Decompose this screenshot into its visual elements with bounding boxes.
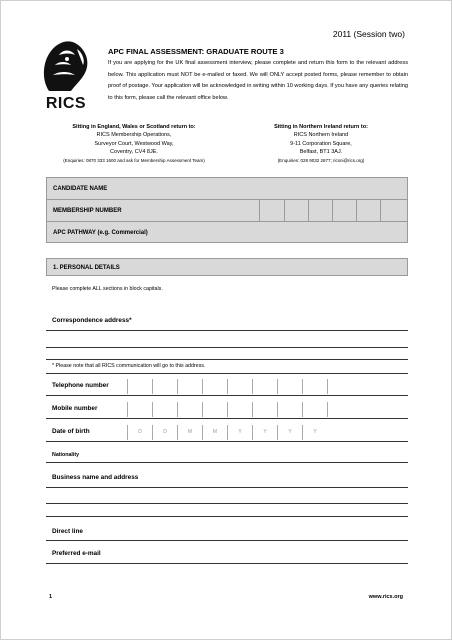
address-line: Surveyor Court, Westwood Way, [94,140,174,147]
address-line: Belfast, BT1 3AJ. [299,149,343,156]
digit-box[interactable] [302,379,327,394]
address-heading: Sitting in Northern Ireland return to: [274,124,368,130]
telephone-boxes[interactable] [127,379,408,394]
nationality-line[interactable] [46,462,408,463]
correspondence-address-label: Correspondence address* [52,317,132,324]
address-line: 9-11 Corporation Square, [290,140,352,147]
membership-digit-box[interactable] [332,200,356,221]
address-northern-ireland [251,123,391,165]
page-number: 1 [49,594,53,600]
dob-year-box[interactable]: Y [277,425,302,440]
direct-line-field[interactable] [46,540,408,541]
digit-box[interactable] [327,402,352,417]
address-line: RICS Northern Ireland [293,132,349,139]
correspondence-address-line[interactable] [46,359,408,360]
digit-box[interactable] [127,402,152,417]
mobile-label: Mobile number [52,405,98,412]
dob-month-box[interactable]: M [177,425,202,440]
digit-box[interactable] [327,379,352,394]
correspondence-address-line[interactable] [46,330,408,331]
dob-year-box[interactable]: Y [252,425,277,440]
date-of-birth-boxes[interactable] [127,425,337,440]
dob-day-box[interactable]: D [152,425,177,440]
apc-pathway-row[interactable] [47,222,407,244]
footer-url: www.rics.org [368,594,403,600]
digit-box[interactable] [302,402,327,417]
dob-year-box[interactable]: Y [227,425,252,440]
address-england [45,123,223,165]
intro-paragraph: If you are applying for the UK final assessment interview, please complete and return this form to the relevant address below. This application must NOT be e-mailed or faxed. We will ONLY accept posted forms, please remember to obtain proof of postage. Your application will be acknowledged in writing within 10 working days. If you have any queries relating to this form, please call the relevant office below. [108,60,408,101]
divider [46,418,408,419]
rics-lion-logo-icon [37,35,95,97]
preferred-email-label: Preferred e-mail [52,550,101,557]
candidate-table [46,177,408,243]
address-line: Coventry, CV4 8JE. [110,149,158,156]
membership-number-label: MEMBERSHIP NUMBER [53,208,122,214]
business-address-line[interactable] [46,516,408,517]
digit-box[interactable] [152,379,177,394]
business-address-line[interactable] [46,503,408,504]
block-capitals-instruction: Please complete ALL sections in block capitals. [52,286,163,292]
digit-box[interactable] [127,379,152,394]
digit-box[interactable] [202,402,227,417]
session-label: 2011 (Session two) [332,29,405,39]
date-of-birth-label: Date of birth [52,428,90,435]
candidate-name-row[interactable] [47,178,407,200]
mobile-boxes[interactable] [127,402,408,417]
enquiries-text: (Enquiries: 0870 333 1600 and ask for Membership Assessment Team) [63,157,205,163]
membership-digit-box[interactable] [308,200,332,221]
apc-pathway-label: APC PATHWAY (e.g. Commercial) [53,230,148,236]
correspondence-address-line[interactable] [46,347,408,348]
membership-digit-box[interactable] [284,200,308,221]
digit-box[interactable] [177,402,202,417]
direct-line-label: Direct line [52,528,83,535]
nationality-label: Nationality [52,452,80,458]
digit-box[interactable] [277,402,302,417]
section-personal-details-heading: 1. PERSONAL DETAILS [46,258,408,276]
membership-number-row[interactable] [47,200,407,222]
digit-box[interactable] [202,379,227,394]
divider [46,395,408,396]
dob-year-box[interactable]: Y [302,425,327,440]
divider [46,441,408,442]
membership-digit-box[interactable] [259,200,284,221]
business-address-label: Business name and address [52,474,139,481]
candidate-name-label: CANDIDATE NAME [53,186,108,192]
address-heading: Sitting in England, Wales or Scotland return to: [72,124,196,130]
form-title: APC FINAL ASSESSMENT: GRADUATE ROUTE 3 [108,47,284,56]
membership-digit-box[interactable] [380,200,407,221]
dob-day-box[interactable]: D [127,425,152,440]
digit-box[interactable] [227,402,252,417]
digit-box[interactable] [227,379,252,394]
digit-box[interactable] [252,402,277,417]
telephone-label: Telephone number [52,382,109,389]
business-address-line[interactable] [46,487,408,488]
digit-box[interactable] [152,402,177,417]
logo-text: RICS [45,95,87,112]
correspondence-note: * Please note that all RICS communication will go to this address. [52,363,206,369]
rics-logo [37,35,95,111]
divider [46,373,408,374]
dob-month-box[interactable]: M [202,425,227,440]
digit-box[interactable] [252,379,277,394]
membership-digit-box[interactable] [356,200,380,221]
address-line: RICS Membership Operations, [96,132,172,139]
digit-box[interactable] [177,379,202,394]
email-field[interactable] [46,563,408,564]
enquiries-text: (Enquiries: 028 9032 2877; ricsni@rics.org) [277,157,365,163]
digit-box[interactable] [277,379,302,394]
